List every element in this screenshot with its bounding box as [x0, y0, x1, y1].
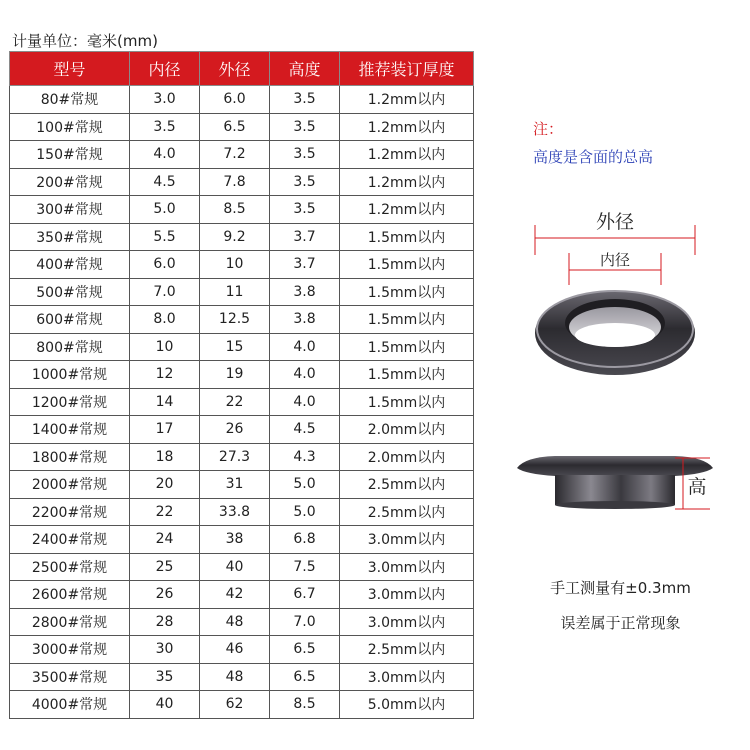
table-row: [10, 416, 474, 444]
note-text: 高度是含面的总高: [533, 148, 654, 166]
cell-height: 4.5: [270, 416, 340, 444]
table-row: [10, 471, 474, 499]
cell-model: 600#常规: [10, 306, 130, 334]
cell-inner-diameter: 40: [130, 691, 200, 719]
cell-thickness: 1.5mm以内: [340, 388, 474, 416]
cell-thickness: 2.5mm以内: [340, 498, 474, 526]
cell-thickness: 2.0mm以内: [340, 443, 474, 471]
cell-thickness: 1.5mm以内: [340, 361, 474, 389]
cell-outer-diameter: 22: [200, 388, 270, 416]
cell-inner-diameter: 5.0: [130, 196, 200, 224]
cell-thickness: 2.0mm以内: [340, 416, 474, 444]
cell-height: 6.5: [270, 636, 340, 664]
cell-model: 2500#常规: [10, 553, 130, 581]
table-row: [10, 636, 474, 664]
cell-thickness: 1.5mm以内: [340, 278, 474, 306]
table-row: [10, 196, 474, 224]
table-row: [10, 333, 474, 361]
cell-outer-diameter: 33.8: [200, 498, 270, 526]
cell-outer-diameter: 10: [200, 251, 270, 279]
cell-model: 500#常规: [10, 278, 130, 306]
cell-thickness: 1.5mm以内: [340, 333, 474, 361]
cell-height: 3.7: [270, 223, 340, 251]
table-row: [10, 691, 474, 719]
cell-inner-diameter: 12: [130, 361, 200, 389]
cell-outer-diameter: 46: [200, 636, 270, 664]
cell-outer-diameter: 7.8: [200, 168, 270, 196]
cell-inner-diameter: 8.0: [130, 306, 200, 334]
table-row: [10, 608, 474, 636]
cell-model: 4000#常规: [10, 691, 130, 719]
cell-thickness: 5.0mm以内: [340, 691, 474, 719]
cell-inner-diameter: 20: [130, 471, 200, 499]
eyelet-diagram: [505, 195, 725, 525]
cell-model: 1200#常规: [10, 388, 130, 416]
cell-outer-diameter: 6.0: [200, 86, 270, 114]
cell-thickness: 1.2mm以内: [340, 168, 474, 196]
cell-outer-diameter: 7.2: [200, 141, 270, 169]
cell-outer-diameter: 27.3: [200, 443, 270, 471]
header-model: 型号: [10, 52, 130, 86]
cell-model: 300#常规: [10, 196, 130, 224]
cell-thickness: 1.2mm以内: [340, 113, 474, 141]
cell-thickness: 1.5mm以内: [340, 223, 474, 251]
header-thickness: 推荐装订厚度: [340, 52, 474, 86]
cell-model: 800#常规: [10, 333, 130, 361]
cell-thickness: 1.2mm以内: [340, 86, 474, 114]
cell-thickness: 3.0mm以内: [340, 553, 474, 581]
cell-height: 4.0: [270, 388, 340, 416]
eyelet-side-view: [517, 456, 713, 509]
inner-diameter-label: 内径: [599, 251, 631, 269]
cell-model: 150#常规: [10, 141, 130, 169]
cell-outer-diameter: 12.5: [200, 306, 270, 334]
cell-inner-diameter: 18: [130, 443, 200, 471]
eyelet-top-view: [535, 291, 695, 375]
table-row: [10, 443, 474, 471]
cell-outer-diameter: 38: [200, 526, 270, 554]
cell-inner-diameter: 6.0: [130, 251, 200, 279]
cell-model: 1800#常规: [10, 443, 130, 471]
cell-height: 3.7: [270, 251, 340, 279]
cell-model: 200#常规: [10, 168, 130, 196]
cell-outer-diameter: 6.5: [200, 113, 270, 141]
cell-outer-diameter: 48: [200, 663, 270, 691]
outer-diameter-label: 外径: [595, 211, 635, 233]
cell-outer-diameter: 42: [200, 581, 270, 609]
table-row: [10, 361, 474, 389]
cell-height: 7.5: [270, 553, 340, 581]
inner-diameter-dimension: [569, 251, 661, 285]
footer-line-2: 误差属于正常现象: [560, 614, 681, 632]
cell-outer-diameter: 15: [200, 333, 270, 361]
header-height: 高度: [270, 52, 340, 86]
cell-thickness: 1.2mm以内: [340, 196, 474, 224]
table-row: [10, 663, 474, 691]
cell-model: 400#常规: [10, 251, 130, 279]
cell-outer-diameter: 40: [200, 553, 270, 581]
cell-height: 6.5: [270, 663, 340, 691]
cell-height: 6.8: [270, 526, 340, 554]
cell-thickness: 3.0mm以内: [340, 526, 474, 554]
table-row: [10, 306, 474, 334]
cell-inner-diameter: 17: [130, 416, 200, 444]
cell-thickness: 2.5mm以内: [340, 636, 474, 664]
cell-thickness: 3.0mm以内: [340, 663, 474, 691]
cell-outer-diameter: 48: [200, 608, 270, 636]
cell-height: 3.8: [270, 278, 340, 306]
cell-outer-diameter: 19: [200, 361, 270, 389]
cell-height: 8.5: [270, 691, 340, 719]
cell-inner-diameter: 7.0: [130, 278, 200, 306]
cell-inner-diameter: 28: [130, 608, 200, 636]
cell-inner-diameter: 3.0: [130, 86, 200, 114]
spec-table: [9, 51, 474, 719]
cell-thickness: 1.2mm以内: [340, 141, 474, 169]
cell-model: 80#常规: [10, 86, 130, 114]
cell-height: 3.5: [270, 86, 340, 114]
cell-model: 3500#常规: [10, 663, 130, 691]
table-row: [10, 113, 474, 141]
cell-outer-diameter: 62: [200, 691, 270, 719]
cell-model: 2600#常规: [10, 581, 130, 609]
table-row: [10, 223, 474, 251]
cell-inner-diameter: 10: [130, 333, 200, 361]
cell-outer-diameter: 9.2: [200, 223, 270, 251]
cell-inner-diameter: 4.5: [130, 168, 200, 196]
cell-inner-diameter: 14: [130, 388, 200, 416]
cell-thickness: 3.0mm以内: [340, 608, 474, 636]
cell-height: 4.3: [270, 443, 340, 471]
cell-inner-diameter: 3.5: [130, 113, 200, 141]
cell-height: 3.5: [270, 113, 340, 141]
cell-height: 3.5: [270, 196, 340, 224]
table-row: [10, 526, 474, 554]
table-row: [10, 251, 474, 279]
cell-model: 2400#常规: [10, 526, 130, 554]
cell-thickness: 3.0mm以内: [340, 581, 474, 609]
cell-model: 2800#常规: [10, 608, 130, 636]
cell-outer-diameter: 31: [200, 471, 270, 499]
cell-height: 5.0: [270, 471, 340, 499]
cell-inner-diameter: 25: [130, 553, 200, 581]
note-title: 注：: [533, 120, 564, 138]
cell-height: 3.8: [270, 306, 340, 334]
table-row: [10, 581, 474, 609]
cell-model: 2000#常规: [10, 471, 130, 499]
footer-line-1: 手工测量有±0.3mm: [550, 579, 691, 597]
table-row: [10, 168, 474, 196]
cell-model: 1400#常规: [10, 416, 130, 444]
cell-height: 6.7: [270, 581, 340, 609]
cell-inner-diameter: 24: [130, 526, 200, 554]
table-row: [10, 388, 474, 416]
cell-thickness: 1.5mm以内: [340, 251, 474, 279]
table-row: [10, 141, 474, 169]
table-row: [10, 86, 474, 114]
cell-inner-diameter: 4.0: [130, 141, 200, 169]
cell-inner-diameter: 35: [130, 663, 200, 691]
table-row: [10, 278, 474, 306]
cell-height: 3.5: [270, 168, 340, 196]
cell-model: 100#常规: [10, 113, 130, 141]
cell-inner-diameter: 26: [130, 581, 200, 609]
cell-outer-diameter: 8.5: [200, 196, 270, 224]
cell-model: 1000#常规: [10, 361, 130, 389]
cell-height: 4.0: [270, 361, 340, 389]
cell-outer-diameter: 11: [200, 278, 270, 306]
cell-outer-diameter: 26: [200, 416, 270, 444]
unit-label: 计量单位：毫米(mm): [12, 32, 158, 50]
cell-inner-diameter: 30: [130, 636, 200, 664]
outer-diameter-dimension: [535, 211, 695, 255]
cell-thickness: 1.5mm以内: [340, 306, 474, 334]
cell-height: 5.0: [270, 498, 340, 526]
cell-model: 2200#常规: [10, 498, 130, 526]
cell-inner-diameter: 5.5: [130, 223, 200, 251]
cell-model: 3000#常规: [10, 636, 130, 664]
header-row: [10, 52, 474, 86]
header-inner-diameter: 内径: [130, 52, 200, 86]
cell-height: 4.0: [270, 333, 340, 361]
cell-model: 350#常规: [10, 223, 130, 251]
table-row: [10, 498, 474, 526]
cell-height: 7.0: [270, 608, 340, 636]
cell-height: 3.5: [270, 141, 340, 169]
header-outer-diameter: 外径: [200, 52, 270, 86]
height-label: 高: [687, 476, 707, 498]
cell-inner-diameter: 22: [130, 498, 200, 526]
cell-thickness: 2.5mm以内: [340, 471, 474, 499]
table-row: [10, 553, 474, 581]
table-body: [10, 86, 474, 719]
